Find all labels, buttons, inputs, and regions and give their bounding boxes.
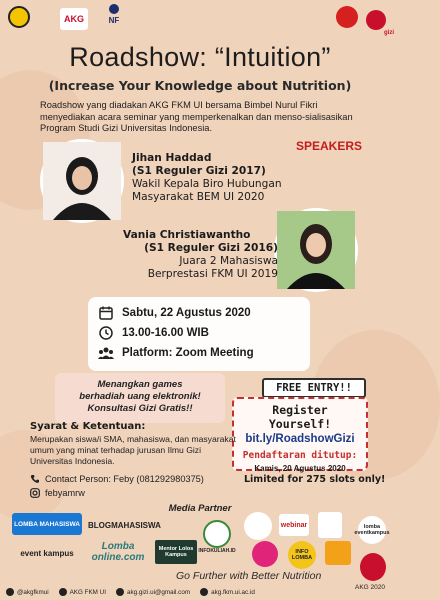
footer-website[interactable] bbox=[200, 588, 255, 596]
globe-icon bbox=[200, 588, 208, 596]
footer-email[interactable] bbox=[116, 588, 190, 596]
slots-limit: Limited for 275 slots only! bbox=[244, 474, 386, 485]
apple-icon bbox=[360, 553, 386, 581]
phone-icon bbox=[30, 474, 40, 484]
ui-logo bbox=[8, 6, 30, 28]
audience-icon bbox=[98, 345, 114, 361]
tagline: Go Further with Better Nutrition bbox=[176, 570, 322, 582]
event-date-row bbox=[98, 303, 300, 323]
speakers-heading: SPEAKERS bbox=[295, 139, 362, 153]
footer-instagram-text: @akgfkmui bbox=[17, 588, 49, 596]
terms-text: Merupakan siswa/i SMA, mahasiswa, dan masyarakat umum yang minat terhadap jurusan Ilmu Gizi Universitas Indonesia. bbox=[30, 434, 236, 466]
speaker2-role: Juara 2 Mahasiswa bbox=[179, 255, 278, 267]
contact-person-text: Contact Person: Feby (081292980375) bbox=[45, 474, 204, 484]
intro-text: Roadshow yang diadakan AKG FKM UI bersama Bimbel Nurul Fikri menyediakan acara seminar yang memperkenalkan dan menso-sialisasikan Program Studi Gizi Universitas Indonesia. bbox=[40, 100, 353, 134]
blogmahasiswa-logo: BLOGMAHASISWA bbox=[88, 520, 161, 530]
event-info-box bbox=[88, 297, 310, 371]
speaker1-info bbox=[132, 152, 332, 204]
event-platform: Platform: Zoom Meeting bbox=[122, 347, 254, 359]
infokuliah-label: INFOKULIAH.ID bbox=[198, 548, 236, 554]
facebook-icon bbox=[59, 588, 67, 596]
calendar-icon bbox=[98, 305, 114, 321]
footer-email-text: akg.gizi.ui@gmail.com bbox=[126, 588, 191, 596]
contact-person bbox=[30, 474, 204, 484]
footer-facebook-text: AKG FKM UI bbox=[69, 588, 106, 596]
instagram-handle[interactable]: febyamrw bbox=[45, 488, 85, 498]
webinar-logo: webinar bbox=[279, 514, 309, 536]
nurul-fikri-logo-text: NF bbox=[108, 16, 120, 25]
games-line: berhadiah uang elektronik! bbox=[79, 391, 201, 402]
event-platform-row bbox=[98, 343, 300, 363]
infokuliah-logo bbox=[203, 520, 231, 548]
mascot-label: gizi bbox=[384, 30, 394, 36]
registration-closing-label: Pendaftaran ditutup: bbox=[242, 450, 358, 461]
media-partner-heading: Media Partner bbox=[168, 503, 232, 514]
instagram-icon bbox=[6, 588, 14, 596]
partner-logo bbox=[318, 512, 342, 538]
event-time: 13.00-16.00 WIB bbox=[122, 327, 209, 339]
register-heading: Register Yourself! bbox=[268, 403, 332, 431]
clock-icon bbox=[98, 325, 114, 341]
speaker1-role: Wakil Kepala Biro Hubungan bbox=[132, 178, 282, 190]
speaker2-role: Berprestasi FKM UI 2019 bbox=[147, 268, 278, 280]
free-entry-badge: FREE ENTRY!! bbox=[262, 378, 366, 398]
registration-link[interactable]: bit.ly/RoadshowGizi bbox=[245, 433, 355, 445]
email-icon bbox=[116, 588, 124, 596]
speaker1-photo bbox=[40, 139, 124, 223]
speaker2-info bbox=[123, 229, 278, 281]
event-kampus-logo: event kampus bbox=[20, 548, 74, 558]
footer-bar bbox=[0, 584, 345, 600]
games-line: Konsultasi Gizi Gratis!! bbox=[87, 403, 193, 414]
partner-logo bbox=[252, 541, 278, 567]
registration-box bbox=[232, 397, 368, 471]
lomba-mahasiswa-logo: LOMBA MAHASISWA bbox=[12, 513, 82, 535]
footer-year: AKG 2020 bbox=[355, 584, 385, 591]
registration-closing-date: Kamis, 20 Agustus 2020 bbox=[254, 464, 346, 473]
footer-instagram[interactable] bbox=[6, 588, 49, 596]
terms-heading: Syarat & Ketentuan: bbox=[30, 421, 146, 432]
games-box bbox=[55, 373, 225, 423]
games-line: Menangkan games bbox=[97, 379, 183, 390]
akg-logo: AKG bbox=[60, 8, 88, 30]
instagram-contact bbox=[30, 488, 85, 498]
footer-facebook[interactable] bbox=[59, 588, 106, 596]
page-subtitle: (Increase Your Knowledge about Nutrition) bbox=[48, 78, 352, 93]
nurul-fikri-logo bbox=[100, 4, 128, 34]
footer-website-text: akg.fkm.ui.ac.id bbox=[211, 588, 255, 596]
speaker1-role: Masyarakat BEM UI 2020 bbox=[132, 191, 265, 203]
lomba-eventkampus-logo: lomba eventkampus bbox=[358, 516, 386, 544]
event-time-row bbox=[98, 323, 300, 343]
speaker2-program: (S1 Reguler Gizi 2016) bbox=[144, 242, 278, 254]
partner-logo bbox=[244, 512, 272, 540]
lomba-online-logo: Lomba online.com bbox=[91, 541, 145, 563]
speaker1-program: (S1 Reguler Gizi 2017) bbox=[132, 165, 266, 177]
instagram-icon bbox=[30, 488, 40, 498]
apple-mascot-icon bbox=[336, 6, 358, 28]
page-title: Roadshow: “Intuition” bbox=[69, 42, 331, 72]
partner-logo bbox=[325, 541, 351, 565]
speaker1-name: Jihan Haddad bbox=[132, 152, 212, 164]
event-date: Sabtu, 22 Agustus 2020 bbox=[122, 307, 251, 319]
apple-mascot-icon bbox=[366, 10, 386, 30]
speaker2-name: Vania Christiawantho bbox=[123, 229, 251, 241]
mentor-lolos-kampus-logo: Mentor Lolos Kampus bbox=[155, 540, 197, 564]
info-lomba-logo: INFO LOMBA bbox=[288, 541, 316, 569]
speaker2-photo bbox=[274, 208, 358, 292]
